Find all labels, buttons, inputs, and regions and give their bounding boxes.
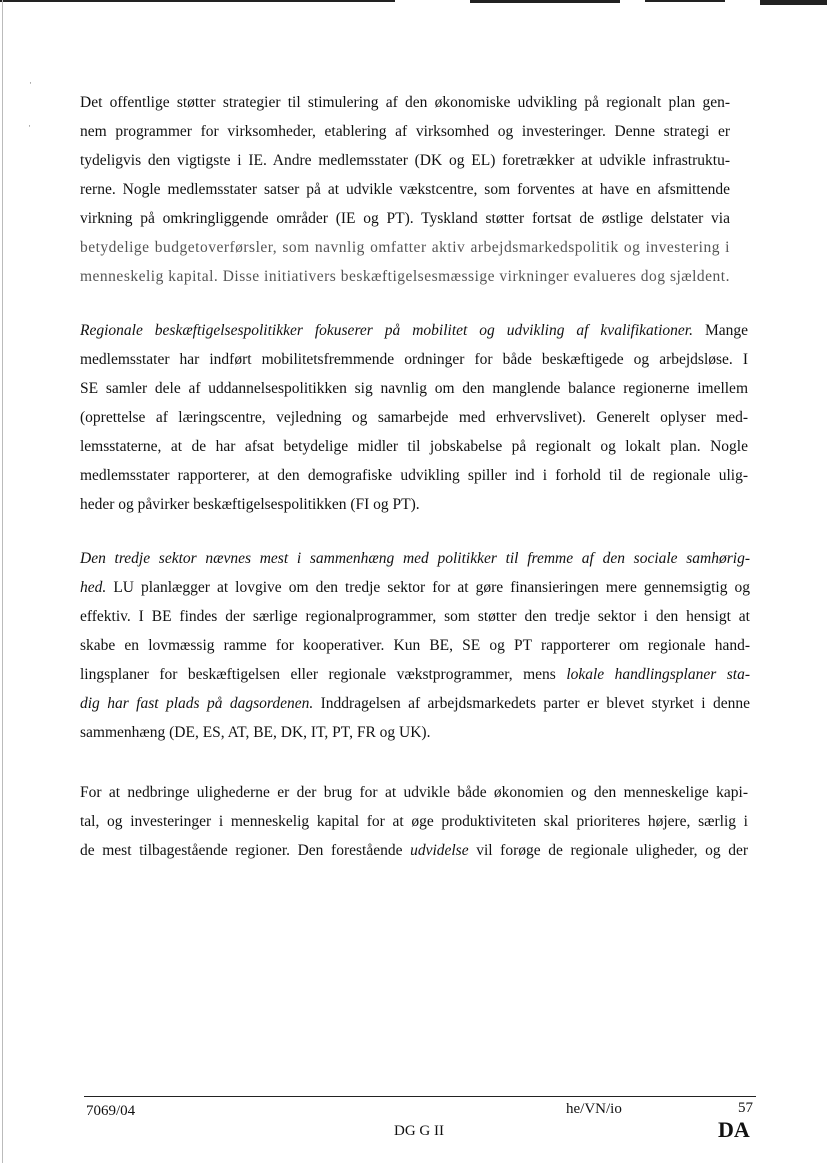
text-line: sammenhæng (DE, ES, AT, BE, DK, IT, PT, FR og UK). xyxy=(80,724,431,741)
author-initials: he/VN/io xyxy=(566,1101,622,1117)
scan-edge-top xyxy=(0,0,827,8)
text-line: medlemsstater har indført mobilitetsfremmende ordninger for både beskæftigede og arbejdsløse. I xyxy=(80,351,748,368)
text-line: effektiv. I BE findes der særlige regionalprogrammer, som støtter den tredje sektor i den hensigt at xyxy=(80,608,750,625)
text-line: tydeligvis den vigtigste i IE. Andre medlemsstater (DK og EL) foretrækker at udvikle infrastruktu- xyxy=(80,152,730,169)
text-line: Regionale beskæftigelsespolitikker fokuserer på mobilitet og udvikling af kvalifikationer. Mange xyxy=(80,322,748,339)
scan-speck: · xyxy=(28,121,31,131)
text-line: menneskelig kapital. Disse initiativers beskæftigelsesmæssige virkninger evalueres dog sjældent. xyxy=(80,268,730,285)
paragraph-3 xyxy=(80,544,750,747)
text-line: de mest tilbagestående regioner. Den forestående udvidelse vil forøge de regionale uligheder, og der xyxy=(80,842,748,859)
footer-rule xyxy=(84,1096,756,1097)
text-line: lemsstaterne, at de har afsat betydelige midler til jobskabelse på regionalt og lokalt plan. Nogle xyxy=(80,438,748,455)
italic-lead: Regionale beskæftigelsespolitikker fokuserer på mobilitet og udvikling af kvalifikationer. xyxy=(80,322,693,339)
paragraph-2 xyxy=(80,316,748,519)
text-line: tal, og investeringer i menneskelig kapital for at øge produktiviteten skal prioriteres højere, særlig i xyxy=(80,813,748,830)
paragraph-1 xyxy=(80,88,730,291)
scan-edge-left xyxy=(2,0,3,1163)
text-line: lingsplaner for beskæftigelsen eller regionale vækstprogrammer, mens lokale handlingsplaner sta- xyxy=(80,666,750,683)
text-line: betydelige budgetoverførsler, som navnlig omfatter aktiv arbejdsmarkedspolitik og investering i xyxy=(80,239,730,256)
text-line: Det offentlige støtter strategier til stimulering af den økonomiske udvikling på regionalt plan gen- xyxy=(80,94,730,111)
text-line: skabe en lovmæssig ramme for kooperativer. Kun BE, SE og PT rapporterer om regionale hand- xyxy=(80,637,750,654)
language-code: DA xyxy=(718,1117,750,1142)
text-line: hed. LU planlægger at lovgive om den tredje sektor for at gøre finansieringen mere gennemsigtig og xyxy=(80,579,750,596)
text-line: For at nedbringe ulighederne er der brug for at udvikle både økonomien og den menneskelige kapi- xyxy=(80,784,748,801)
text-line: virkning på omkringliggende områder (IE og PT). Tyskland støtter fortsat de østlige delstater via xyxy=(80,210,730,227)
text-line: heder og påvirker beskæftigelsespolitikken (FI og PT). xyxy=(80,496,420,513)
text-line: nem programmer for virksomheder, etablering af virksomhed og investeringer. Denne strategi er xyxy=(80,123,730,140)
paragraph-4 xyxy=(80,778,748,865)
directorate: DG G II xyxy=(394,1123,444,1139)
scan-speck: · xyxy=(29,78,32,88)
document-number: 7069/04 xyxy=(86,1103,136,1119)
italic-lead: Den tredje sektor nævnes mest i sammenhæng med politikker til fremme af den sociale samhørig- xyxy=(80,550,750,567)
text-line: (oprettelse af læringscentre, vejledning og samarbejde med erhvervslivet). Generelt oplyser med- xyxy=(80,409,748,426)
text-line: rerne. Nogle medlemsstater satser på at udvikle vækstcentre, som forventes at have en afsmittende xyxy=(80,181,730,198)
text-line: SE samler dele af uddannelsespolitikken sig navnlig om den manglende balance regionerne imellem xyxy=(80,380,748,397)
page-number: 57 xyxy=(738,1100,753,1116)
text-line xyxy=(80,544,750,573)
text-line: medlemsstater rapporterer, at den demografiske udvikling spiller ind i forhold til de regionale ulig- xyxy=(80,467,748,484)
text-line: dig har fast plads på dagsordenen. Inddragelsen af arbejdsmarkedets parter er blevet styrket i denne xyxy=(80,695,750,712)
